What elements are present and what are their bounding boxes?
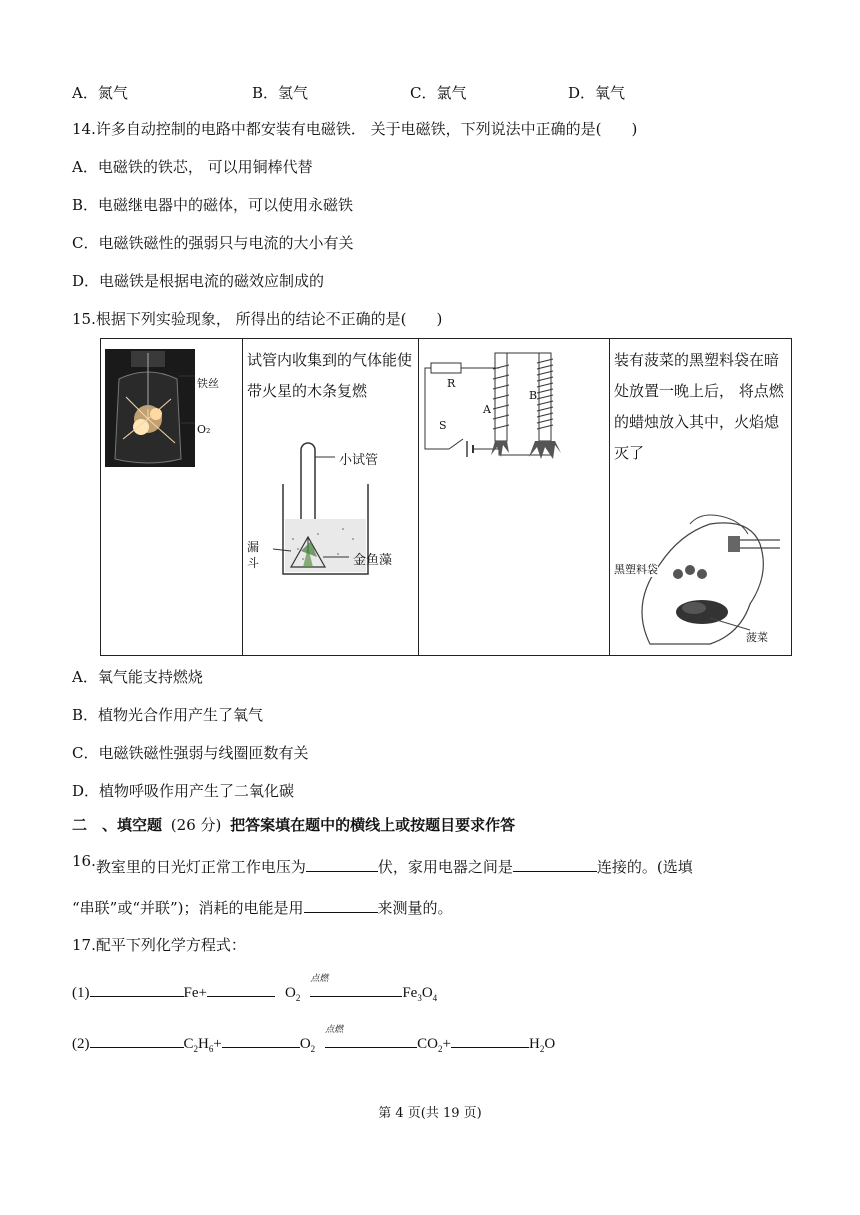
q13-options	[72, 83, 772, 103]
section2-instruction: 把答案填在题中的横线上或按题目要求作答	[230, 816, 516, 834]
q17-equation-2	[72, 1024, 556, 1054]
q17-equation-1	[72, 973, 438, 1003]
eq2-co-sub: 2	[438, 1044, 443, 1054]
cell4-text: 装有菠菜的黑塑料袋在暗处放置一晚上后， 将点燃的蜡烛放入其中，火焰熄灭了	[614, 351, 784, 462]
eq2-blank-o2[interactable]	[222, 1032, 300, 1048]
section2-heading	[72, 815, 515, 835]
label-b: B	[529, 389, 538, 402]
label-iron-wire: 铁丝	[197, 377, 219, 390]
q16-blank-connection[interactable]	[513, 856, 597, 872]
section2-score: (26 分)	[170, 816, 222, 834]
eq1-arrow-line	[310, 973, 402, 997]
q13-option-d: D．氧气	[568, 84, 626, 102]
cell-photosynthesis	[243, 339, 419, 656]
eq2-o2: O	[299, 1036, 311, 1052]
label-black-bag: 黑塑料袋	[614, 563, 658, 576]
eq2-h2o-o: O	[544, 1036, 556, 1052]
photosynthesis-diagram	[243, 439, 418, 599]
q15-option-c: C．电磁铁磁性强弱与线圈匝数有关	[72, 744, 309, 762]
eq2-h2o-h: H	[528, 1036, 540, 1052]
label-o2: O₂	[197, 423, 211, 436]
cell-iron-burning	[101, 339, 243, 656]
eq2-plus2: +	[442, 1036, 451, 1052]
eq1-blank-fe[interactable]	[90, 981, 184, 997]
q17-stem: 17.配平下列化学方程式：	[72, 936, 246, 954]
eq2-c-sub: 2	[193, 1044, 199, 1054]
eq1-product: Fe	[402, 985, 418, 1001]
label-goldfish-weed: 金鱼藻	[353, 553, 393, 568]
eq2-plus1: +	[213, 1036, 222, 1052]
page-footer: 第 4 页(共 19 页)	[378, 1106, 482, 1121]
eq2-h2o-sub: 2	[539, 1044, 545, 1054]
q16-text1: 教室里的日光灯正常工作电压为	[95, 858, 306, 876]
q16-text4: “串联”或“并联”)；消耗的电能是用	[72, 899, 304, 917]
electromagnet-circuit	[419, 339, 609, 469]
q16-number: 16.	[72, 852, 96, 870]
label-spinach: 菠菜	[746, 631, 768, 644]
eq1-o2: O	[284, 985, 296, 1001]
q13-option-a: A．氮气	[72, 84, 128, 102]
cell2-text: 试管内收集到的气体能使带火星的木条复燃	[247, 351, 413, 400]
eq1-product-sub1: 3	[417, 993, 422, 1003]
q14-option-d: D．电磁铁是根据电流的磁效应制成的	[72, 272, 325, 290]
q14-option-a: A．电磁铁的铁芯， 可以用铜棒代替	[72, 158, 313, 176]
label-a: A	[483, 403, 491, 416]
eq2-h: H	[198, 1036, 209, 1052]
eq2-h-sub: 6	[208, 1044, 214, 1054]
q16-line2	[72, 897, 453, 918]
q14-option-c: C．电磁铁磁性的强弱只与电流的大小有关	[72, 234, 354, 252]
q16-text3: 连接的。(选填	[596, 858, 693, 876]
label-funnel: 漏斗	[247, 540, 260, 570]
eq2-arrow-line	[325, 1024, 417, 1048]
eq2-blank-h2o[interactable]	[451, 1032, 529, 1048]
eq1-blank-o2[interactable]	[207, 981, 275, 997]
section2-number: 二 、填空题	[72, 816, 163, 834]
eq2-co: CO	[417, 1036, 439, 1052]
q16-text5: 来测量的。	[377, 899, 453, 917]
q16-text2: 伏，家用电器之间是	[377, 858, 513, 876]
label-small-tube: 小试管	[339, 453, 379, 468]
q14-stem: 14.许多自动控制的电路中都安装有电磁铁． 关于电磁铁，下列说法中正确的是( )	[72, 120, 638, 138]
iron-burning-image	[101, 339, 242, 469]
q14-option-b: B．电磁继电器中的磁体，可以使用永磁铁	[72, 196, 354, 214]
eq2-o2-sub: 2	[310, 1044, 316, 1054]
q15-option-d: D．植物呼吸作用产生了二氧化碳	[72, 782, 295, 800]
q16-line1	[72, 852, 693, 877]
cell-electromagnet	[419, 339, 610, 656]
eq2-number: (2)	[72, 1036, 90, 1052]
eq2-condition: 点燃	[325, 1024, 344, 1034]
q13-option-b: B．氢气	[252, 84, 309, 102]
eq1-o2-sub: 2	[295, 993, 301, 1003]
eq2-blank-c2h6[interactable]	[90, 1032, 184, 1048]
q15-stem: 15.根据下列实验现象， 所得出的结论不正确的是( )	[72, 310, 443, 328]
eq1-condition: 点燃	[310, 973, 329, 983]
q15-option-b: B．植物光合作用产生了氧气	[72, 706, 264, 724]
label-s: S	[439, 419, 447, 432]
eq1-product-o: O	[421, 985, 433, 1001]
eq1-fe: Fe+	[183, 985, 207, 1001]
eq2-c: C	[183, 1036, 194, 1052]
q16-blank-voltage[interactable]	[306, 856, 378, 872]
cell-respiration	[610, 339, 792, 656]
q16-blank-meter[interactable]	[304, 897, 378, 913]
eq1-number: (1)	[72, 985, 90, 1001]
eq1-product-sub2: 4	[432, 993, 438, 1003]
experiment-table	[100, 338, 792, 656]
label-r: R	[447, 377, 456, 390]
q15-option-a: A．氧气能支持燃烧	[72, 668, 203, 686]
q13-option-c: C．氯气	[410, 84, 467, 102]
